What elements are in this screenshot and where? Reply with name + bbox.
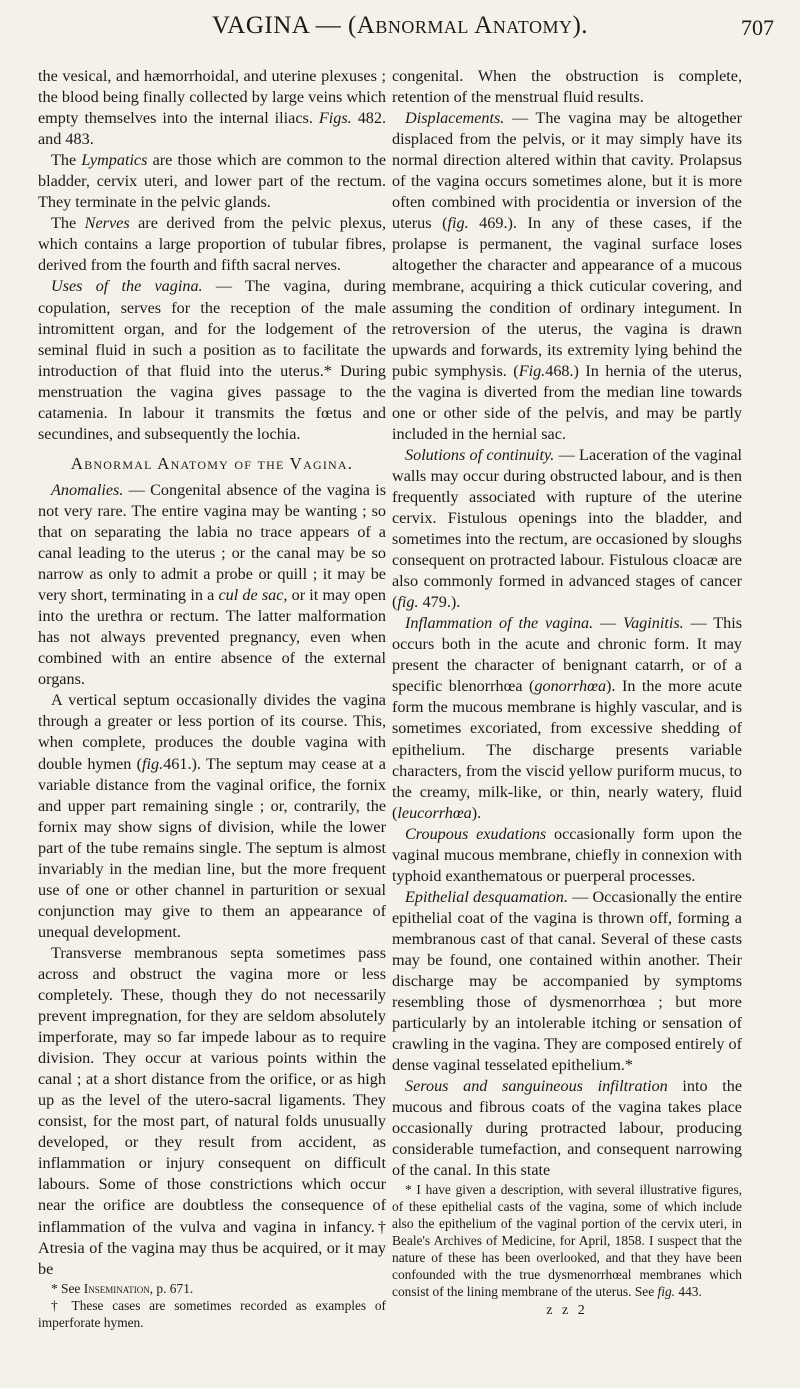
text: — Laceration of the vaginal walls may occur during obstructed labour, and is then frequently associated with rupture of the uterine cervix. Fistulous openings into the bladder, and sometimes into the rectum, are occasioned by sloughs consequent on protracted labour. Fistulous cloacæ are also commonly formed in advanced stages of cancer ( (392, 445, 743, 612)
paragraph (38, 276, 386, 444)
paragraph (38, 213, 386, 276)
text: — Congenital absence of the vagina is not very rare. The entire vagina may be wanting ; so that on separating the labia no trace appears of a canal leading to the uterus ; or the canal may be so narrow as only to admit a probe or quill ; it may be very short, terminating in a (38, 480, 386, 605)
fig-ref: fig. (142, 754, 164, 773)
italic-term: Solutions of continuity. (405, 445, 555, 464)
right-column (392, 66, 742, 1322)
footnote: † These cases are sometimes recorded as examples of imperforate hymen. (38, 1297, 386, 1330)
text: Insemination (83, 1280, 150, 1296)
italic-term: Inflammation of the vagina. (405, 614, 594, 633)
paragraph (38, 480, 386, 690)
footnote (38, 1280, 386, 1297)
text: 443. (678, 1284, 702, 1300)
header-title-smallcaps: Abnormal Anatomy (356, 12, 573, 39)
italic-term: Vaginitis. (623, 614, 684, 633)
text: ). (471, 803, 482, 822)
italic-term: cul de sac, (218, 586, 288, 605)
paragraph (38, 66, 386, 150)
section-heading: Abnormal Anatomy of the Vagina. (70, 453, 354, 473)
text: * I have given a description, with several illustrative figures, of these epithelial casts of the vagina, some of which include also the epithelium of the vaginal portion of the cervix uteri, in Beale's Archives of Medicine, for April, 1858. I suspect that the nature of these has been overlooked, and that they have been confounded with the true dysmenorrhœal membranes which consist of the lining membrane of the uterus. See (392, 1182, 742, 1300)
italic-term: gonorrhœa (534, 677, 607, 696)
text: 469.). In any of these cases, if the prolapse is permanent, the vaginal surface loses altogether the character and appearance of a mucous membrane, acquiring a thick cuticular covering, and assuming the condition of ordinary integument. In retroversion of the uterus, the vagina is drawn upwards and forwards, its extremity lying behind the pubic symphysis. ( (392, 214, 743, 380)
italic-term: Epithelial desquamation. (405, 887, 568, 906)
fig-ref: fig. (657, 1284, 676, 1300)
text: — The vagina may be altogether displaced from the pelvis, or it may simply have its normal direction altered within that cavity. Prolapsus of the vagina occurs sometimes alone, but it is more often combined with procidentia or inversion of the uterus ( (392, 109, 742, 233)
text: — This occurs both in the acute and chronic form. It may present the character of benignant catarrh, or of a specific blenorrhœa ( (392, 614, 743, 696)
running-header (0, 6, 800, 46)
paragraph (392, 887, 742, 1076)
italic-term: Lympatics (81, 151, 148, 170)
text: into the mucous and fibrous coats of the vagina takes place occasionally during protracted labour, producing considerable tumefaction, and consequent narrowing of the canal. In this state (392, 1077, 743, 1180)
text: occasionally form upon the vaginal mucous membrane, chiefly in connexion with typhoid exanthematous or puerperal processes. (392, 824, 742, 885)
fig-ref: fig. (397, 593, 419, 612)
italic-term: Serous and sanguineous infiltration (405, 1077, 668, 1096)
left-column (38, 66, 386, 1331)
text: — (599, 614, 617, 633)
paragraph (392, 613, 742, 823)
fig-ref: Fig. (518, 361, 546, 380)
text: * See (51, 1280, 81, 1296)
text: , p. 671. (149, 1280, 194, 1296)
italic-term: Croupous exudations (405, 824, 547, 843)
paragraph (38, 690, 386, 943)
paragraph (392, 108, 742, 445)
paragraph (38, 150, 386, 213)
paragraph (392, 824, 742, 887)
text: Transverse membranous septa sometimes pass across and obstruct the vagina more or less completely. These, though they do not necessarily prevent impregnation, for they are seldom absolutely imperforate, may so far impede labour as to require division. They occur at various points within the canal ; at a short distance from the orifice, or as high up as the level of the utero-sacral ligaments. They consist, for the most part, of natural folds unusually developed, or they result from accident, as inflammation or injury consequent on difficult labours. Some of those constrictions which occur near the orifice are doubtless the consequence of inflammation of the vulva and vagina in infancy.† Atresia of the vagina may thus be acquired, or it may be (38, 943, 386, 1278)
italic-term: Displacements. (405, 109, 505, 128)
fig-ref: fig. (447, 214, 469, 233)
footnote (392, 1181, 742, 1300)
text: are derived from the pelvic plexus, which contains a large proportion of tubular fibres, derived from the fourth and fifth sacral nerves. (38, 214, 387, 275)
paragraph (392, 445, 742, 613)
text: or it may open into the urethra or rectum. The latter malformation has not always prevented pregnancy, even when combined with an entire absence of the external organs. (38, 586, 386, 689)
header-title-left: VAGINA — ( (211, 12, 357, 39)
text: — The vagina, during copulation, serves for the reception of the male intromittent organ, and for the lodgement of the seminal fluid in such a position as to facilitate the introduction of that fluid into the uterus.* During menstruation the vagina gives passage to the catamenia. In labour it transmits the fœtus and secundines, and subsequently the lochia. (38, 277, 386, 443)
text: are those which are common to the bladder, cervix uteri, and lower part of the rectum. They terminate in the pelvic glands. (38, 151, 386, 212)
text: 482. and 483. (38, 109, 387, 149)
text: 461.). The septum may cease at a variable distance from the vaginal orifice, the fornix and upper part remaining single ; or, contrarily, the fornix may show signs of division, while the lower part of the tube remains single. The septum is almost invariably in the median line, but the more frequent use of one or other channel in parturition or sexual conjunction may give to them an appearance of unequal development. (38, 754, 386, 941)
fig-ref: Figs. (318, 109, 352, 128)
paragraph (392, 1076, 742, 1181)
italic-term: Nerves (84, 214, 130, 233)
paragraph (38, 943, 386, 1280)
text: The (51, 214, 77, 233)
text: A vertical septum occasionally divides the vagina through a greater or less portion of its course. This, when complete, produces the double vagina with double hymen ( (38, 691, 386, 773)
italic-term: Anomalies. (51, 480, 124, 499)
text: ). In the more acute form the mucous membrane is highly vascular, and is sometimes excoriated, from excessive shedding of epithelium. The discharge presents variable characters, from the viscid yellow puriform mucus, to the creamy, milk-like, or thin, nearly watery, fluid ( (392, 677, 743, 822)
italic-term: Uses of the vagina. (51, 277, 203, 296)
header-title-right: ). (572, 12, 589, 39)
text: The (51, 151, 77, 170)
text: 468.) In hernia of the uterus, the vagina is diverted from the median line towards one or other side of the pelvis, and may be partly included in the hernial sac. (392, 361, 743, 443)
text: — Occasionally the entire epithelial coat of the vagina is thrown off, forming a membranous cast of that canal. Several of these casts may be found, one contained within another. Their discharge may be accompanied by symptoms resembling those of dysmenorrhœa ; but more particularly by an intolerable itching or sensation of crawling in the vagina. They are composed entirely of dense vaginal tesselated epithelium.* (392, 887, 742, 1075)
signature-mark: z z 2 (546, 1303, 588, 1319)
paragraph: congenital. When the obstruction is complete, retention of the menstrual fluid results. (392, 67, 742, 107)
text: the vesical, and hæmorrhoidal, and uterine plexuses ; the blood being finally collected by large veins which empty themselves into the internal iliacs. (38, 67, 386, 128)
text: 479.). (422, 593, 461, 612)
page-number: 707 (741, 15, 774, 40)
italic-term: leucorrhœa (397, 803, 472, 822)
